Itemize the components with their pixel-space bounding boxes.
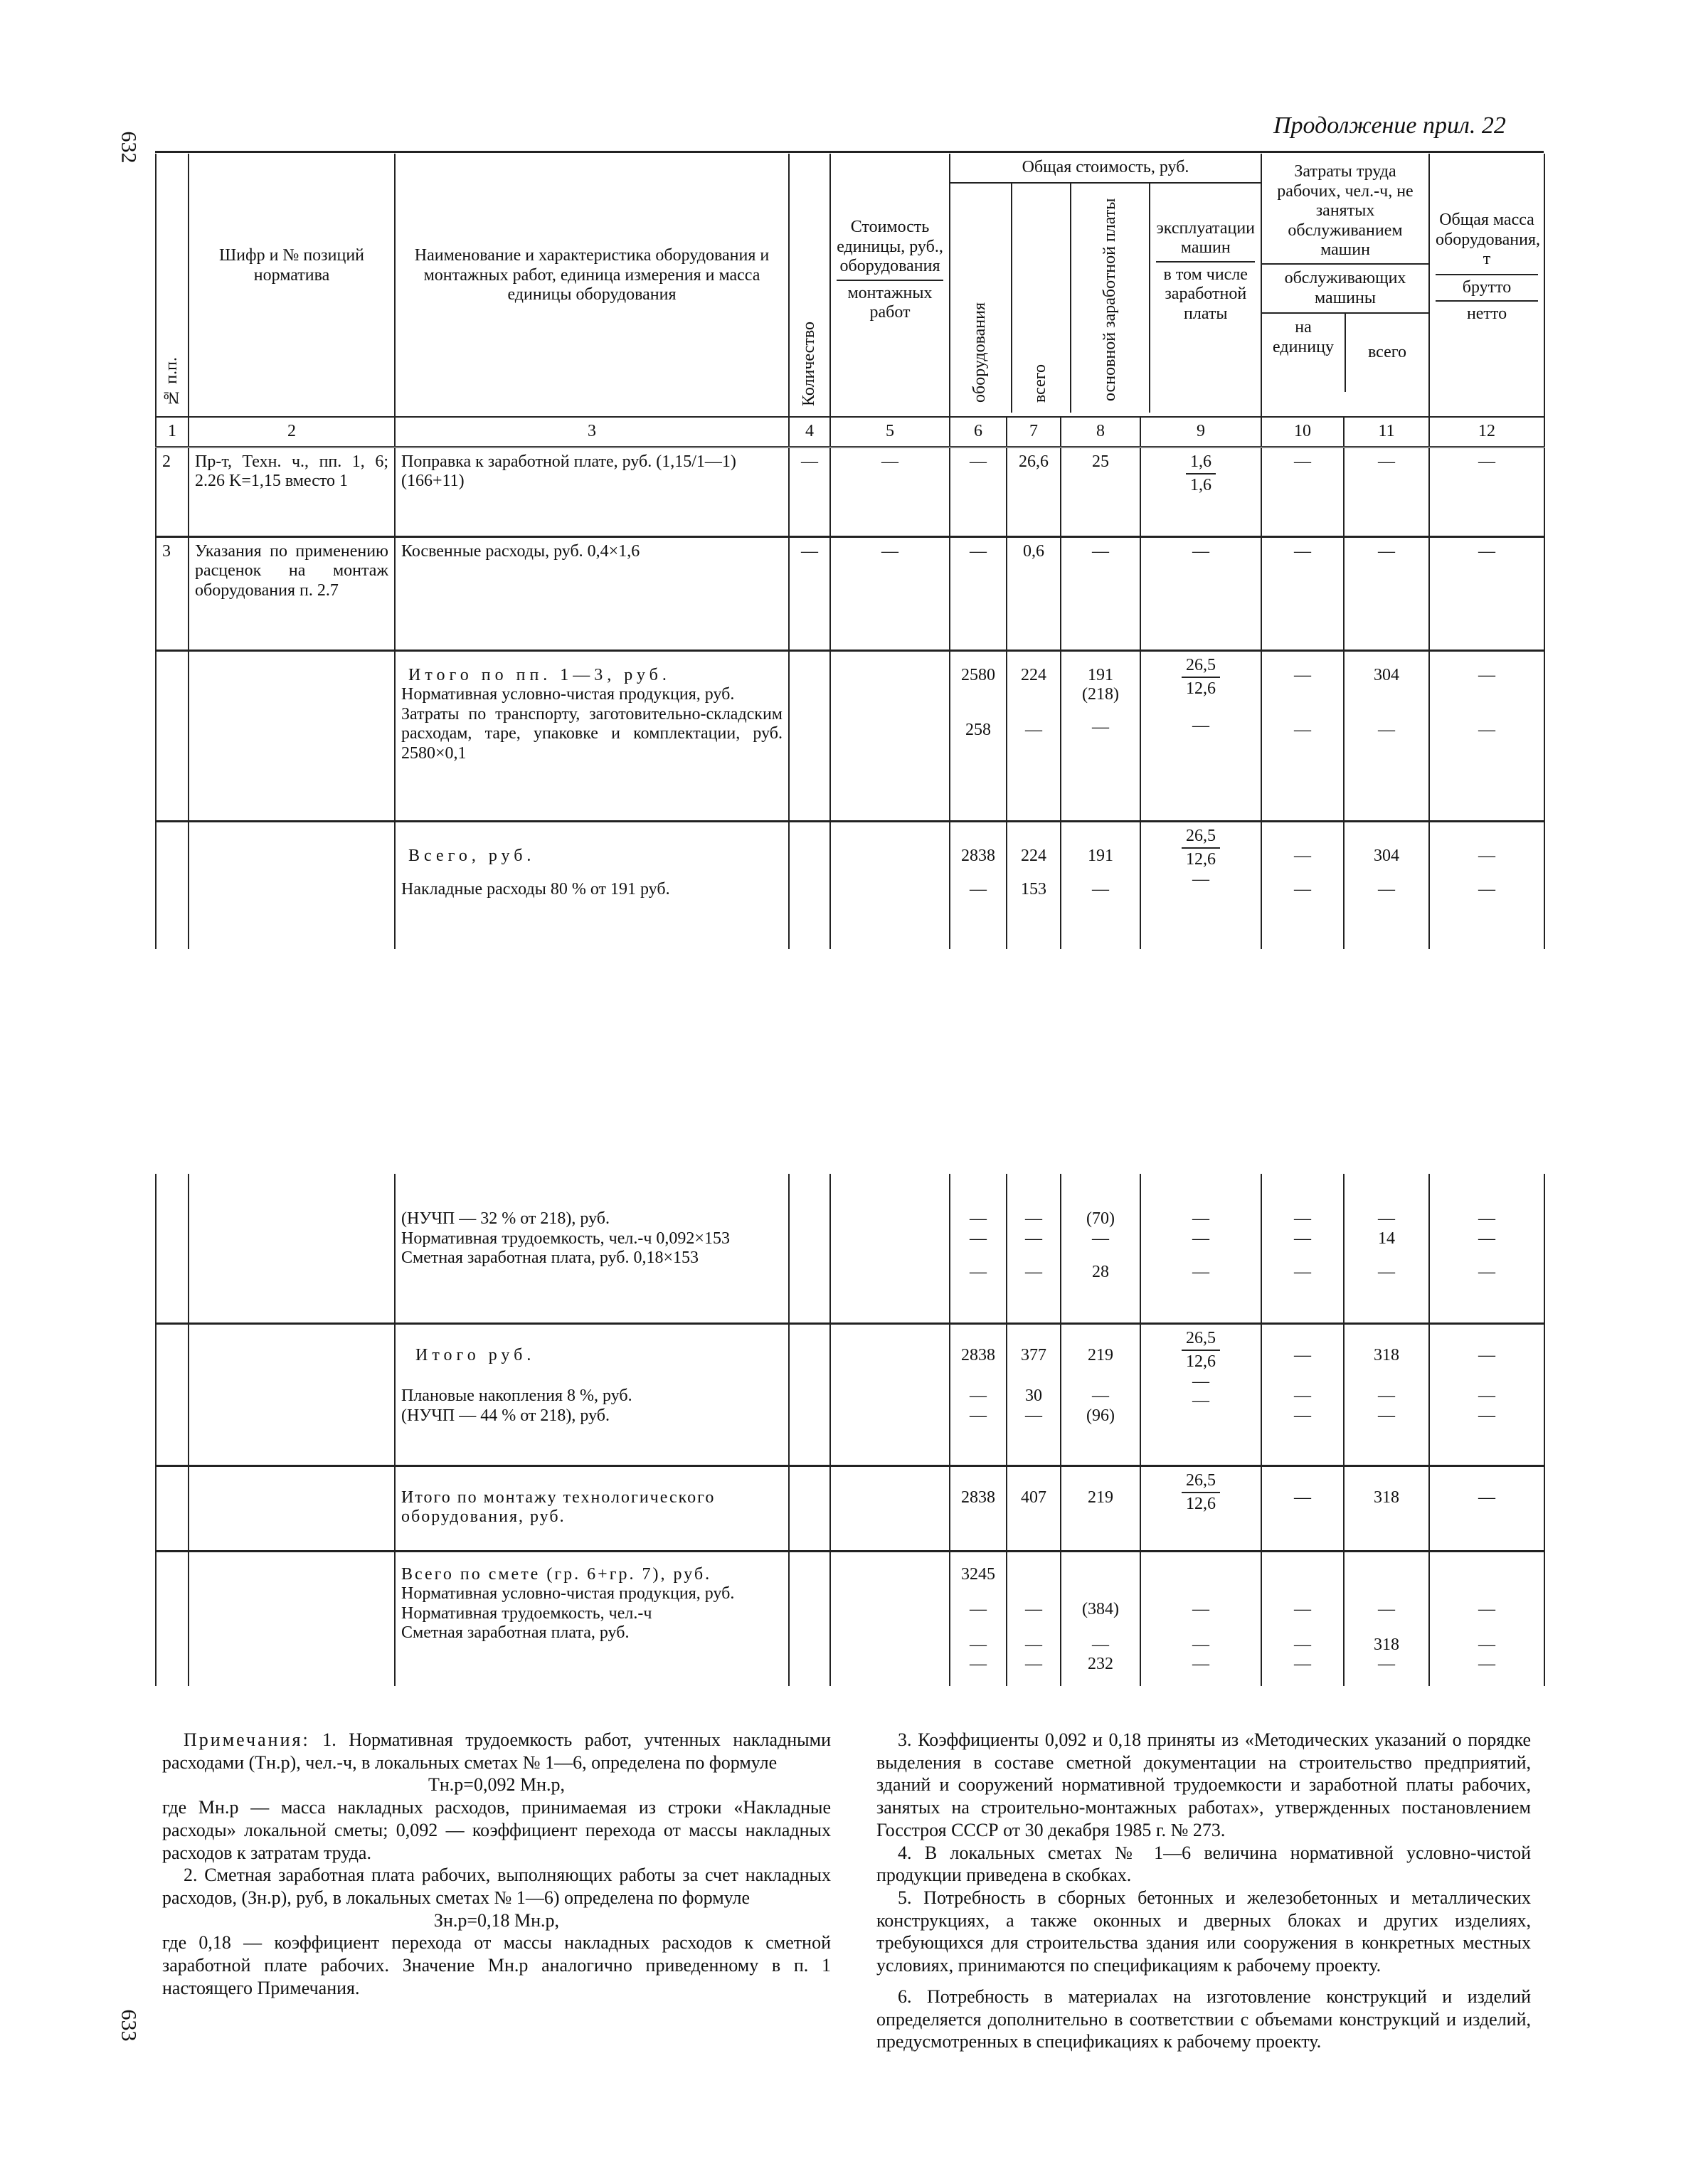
cell: — — — (1261, 1174, 1344, 1323)
cell: — — — (1261, 1551, 1344, 1686)
formula-1: Тн.р=0,092 Мн.р, (428, 1774, 565, 1796)
cell: — — — (1429, 1551, 1544, 1686)
note-2-explanation: где 0,18 — коэффициент перехода от массы накладных расходов к сметной заработной плате рабочих. Значение Мн.р аналогично приведенному в п. 1 настоящего Примечания. (162, 1932, 831, 1998)
grand-total-names: Всего по смете (гр. 6+гр. 7), руб. Нормативная условно-чистая продукция, руб. Нормативная трудоемкость, чел.-ч Сметная заработная плата, руб. (395, 1551, 789, 1686)
estimate-table-upper (155, 154, 1545, 949)
cell: — (950, 447, 1007, 536)
cell: 318 — — (1344, 1323, 1429, 1465)
col-header-machines: эксплуатации машин в том числе заработной платы (1156, 218, 1255, 323)
colnum: 4 (789, 417, 830, 447)
cell: 219 — (96) (1061, 1323, 1140, 1465)
col-header-per-unit: на единицу (1262, 314, 1345, 392)
colnum: 11 (1344, 417, 1429, 447)
cell: — (1429, 536, 1544, 650)
cell: — (789, 447, 830, 536)
colnum: 12 (1429, 417, 1544, 447)
cell: — — (1261, 650, 1344, 821)
col-header-all: всего (1367, 343, 1407, 362)
cell: 224 153 (1007, 821, 1061, 949)
cell: — (1261, 1465, 1344, 1551)
cell: 2838 — (950, 821, 1007, 949)
cell: — (830, 447, 950, 536)
top-rule (155, 151, 1544, 153)
cell: — (789, 536, 830, 650)
fraction-cell: $\frac{26,5}{12,6}$ — (1140, 650, 1261, 821)
total-cost-label: Общая стоимость, руб. (950, 154, 1261, 184)
note-1-explanation: где Мн.р — масса накладных расходов, принимаемая из строки «Накладные расходы» локальной сметы; 0,092 — коэффициент перехода от массы накладных расходов к затратам труда. (162, 1797, 831, 1863)
table-row-subtotal (156, 1323, 1544, 1465)
cell: — (1261, 447, 1344, 536)
notes-left-column (162, 1729, 831, 2000)
cell: — — (1261, 821, 1344, 949)
table-row (156, 1174, 1544, 1323)
cell: — (1344, 447, 1429, 536)
cell: — (1344, 536, 1429, 650)
cell: 191 — (1061, 821, 1140, 949)
cell: — (1140, 536, 1261, 650)
cell: — (1429, 1465, 1544, 1551)
col-header-base-wage: основной заработной платы (1071, 184, 1150, 413)
fraction-cell: $\frac{26,5}{12,6}$ (1140, 1465, 1261, 1551)
table-header (156, 154, 1544, 417)
cell: — — — (1429, 1174, 1544, 1323)
cell: — — — (950, 1174, 1007, 1323)
note-4: 4. В локальных сметах № 1—6 величина нормативной условно-чистой продукции приведена в скобках. (876, 1842, 1531, 1886)
note-5: 5. Потребность в сборных бетонных и железобетонных и металлических конструкциях, а также оконных и дверных блоках и других изделиях, требующихся для строительства здания или сооружения в конкретных местных условиях, принимаются по спецификациям к рабочему проекту. (876, 1887, 1531, 1976)
cell: 25 (1061, 447, 1140, 536)
table-row (156, 447, 1544, 536)
notes-right-column (876, 1729, 1531, 2053)
running-head: Продолжение прил. 22 (1273, 112, 1506, 139)
colnum: 5 (830, 417, 950, 447)
fraction-cell: $\frac{26,5}{12,6}$ — — (1140, 1323, 1261, 1465)
colnum: 1 (156, 417, 189, 447)
cell: — — (1429, 650, 1544, 821)
cell: (384) — 232 (1061, 1551, 1140, 1686)
cell: 2838 (950, 1465, 1007, 1551)
column-numbers-row (156, 417, 1544, 447)
cell: 2580 258 (950, 650, 1007, 821)
total-names: Всего, руб. Накладные расходы 80 % от 191 руб. (395, 821, 789, 949)
cell: — (1061, 536, 1140, 650)
cell: 318 (1344, 1465, 1429, 1551)
row-code: Указания по применению расценок на монтаж оборудования п. 2.7 (189, 536, 395, 650)
itogo-mont-name: Итого по монтажу технологического оборудования, руб. (395, 1465, 789, 1551)
cell: 407 (1007, 1465, 1061, 1551)
subtotal-names: Итого по пп. 1—3, руб. Нормативная условно-чистая продукция, руб. Затраты по транспорту, заготовительно-складским расходам, таре, упаковке и комплектации, руб. 2580×0,1 (395, 650, 789, 821)
cell: — — — (1140, 1551, 1261, 1686)
cell: 304 — (1344, 650, 1429, 821)
col-header-qty: Количество (789, 154, 830, 417)
colnum: 3 (395, 417, 789, 447)
cell: 377 30 — (1007, 1323, 1061, 1465)
cell: — — — (1007, 1174, 1061, 1323)
cell: (70) — 28 (1061, 1174, 1140, 1323)
col-header-code: Шифр и № позиций норматива (189, 154, 395, 417)
cell: 224 — (1007, 650, 1061, 821)
note-3: 3. Коэффициенты 0,092 и 0,18 приняты из «Методических указаний о порядке выделения в составе сметной документации на строительство предприятий, зданий и сооружений нормативной трудоемкости и заработной платы рабочих, занятых на строительно-монтажных работах», утвержденных постановлением Госстроя СССР от 30 декабря 1985 г. № 273. (876, 1729, 1531, 1840)
cell: — — — (1261, 1323, 1344, 1465)
table-row-total (156, 821, 1544, 949)
col-header-name: Наименование и характеристика оборудования и монтажных работ, единица измерения и масса единицы оборудования (395, 154, 789, 417)
cell: — 14 — (1344, 1174, 1429, 1323)
col-header-total: всего (1012, 184, 1071, 413)
cell: — (1261, 536, 1344, 650)
colnum: 10 (1261, 417, 1344, 447)
note-2: 2. Сметная заработная плата рабочих, выполняющих работы за счет накладных расходов, (Зн.р), руб, в локальных сметах № 1—6) определена по формуле (162, 1865, 831, 1909)
estimate-table-lower (155, 1174, 1545, 1686)
fraction-cell: $\frac{1,6}{1,6}$ (1140, 447, 1261, 536)
notes-title: Примечания: (184, 1729, 310, 1750)
unit-cost-equipment-label: Стоимость единицы, руб., оборудования (837, 218, 943, 281)
row-num: 3 (156, 536, 189, 650)
col-header-num: № п.п. (156, 154, 189, 417)
cell: 26,6 (1007, 447, 1061, 536)
col-header-mass: Общая масса оборудования, т брутто нетто (1429, 154, 1544, 417)
formula-2: Зн.р=0,18 Мн.р, (433, 1909, 560, 1931)
col-header-labor: Затраты труда рабочих, чел.-ч, не занятых обслуживанием машин обслуживающих машины на единицу всего (1261, 154, 1429, 417)
col-header-total-cost (950, 154, 1261, 417)
fraction-cell: $\frac{26,5}{12,6}$ — (1140, 821, 1261, 949)
table-row (156, 536, 1544, 650)
table-row-subtotal (156, 650, 1544, 821)
note-6: 6. Потребность в материалах на изготовление конструкций и изделий определяется дополнительно в соответствии с объемами конструкций и изделий, предусмотренных в спецификациях к рабочему проекту. (876, 1986, 1531, 2052)
row-name: Косвенные расходы, руб. 0,4×1,6 (395, 536, 789, 650)
page-number-bottom: 633 (117, 2009, 141, 2042)
row-code: Пр-т, Техн. ч., пп. 1, 6; 2.26 K=1,15 вместо 1 (189, 447, 395, 536)
cell: 3245 — — — (950, 1551, 1007, 1686)
col-header-unit-cost (830, 154, 950, 417)
cell: 0,6 (1007, 536, 1061, 650)
colnum: 7 (1007, 417, 1061, 447)
unit-cost-install-label: монтажных работ (847, 283, 933, 322)
colnum: 8 (1061, 417, 1140, 447)
nuchp-names: (НУЧП — 32 % от 218), руб. Нормативная трудоемкость, чел.-ч 0,092×153 Сметная заработная плата, руб. 0,18×153 (395, 1174, 789, 1323)
cell: — — (1429, 821, 1544, 949)
cell: 304 — (1344, 821, 1429, 949)
itogo-rub-names: Итого руб. Плановые накопления 8 %, руб. (НУЧП — 44 % от 218), руб. (395, 1323, 789, 1465)
page-number-top: 632 (117, 131, 141, 164)
col-header-equipment: оборудования (950, 184, 1012, 413)
cell: — (950, 536, 1007, 650)
note-1: 1. Нормативная трудоемкость работ, учтенных накладными расходами (Тн.р), чел.-ч, в локальных сметах № 1—6, определена по формуле (162, 1729, 831, 1773)
table-row-subtotal (156, 1465, 1544, 1551)
row-num: 2 (156, 447, 189, 536)
cell: — — — (1429, 1323, 1544, 1465)
cell: 2838 — — (950, 1323, 1007, 1465)
cell: — — — (1007, 1551, 1061, 1686)
cell: — (1429, 447, 1544, 536)
cell: — (830, 536, 950, 650)
colnum: 9 (1140, 417, 1261, 447)
row-name: Поправка к заработной плате, руб. (1,15/1—1)(166+11) (395, 447, 789, 536)
colnum: 6 (950, 417, 1007, 447)
cell: 191 (218) — (1061, 650, 1140, 821)
cell: 219 (1061, 1465, 1140, 1551)
cell: — — — (1140, 1174, 1261, 1323)
cell: — 318 — (1344, 1551, 1429, 1686)
table-row-grand-total (156, 1551, 1544, 1686)
colnum: 2 (189, 417, 395, 447)
